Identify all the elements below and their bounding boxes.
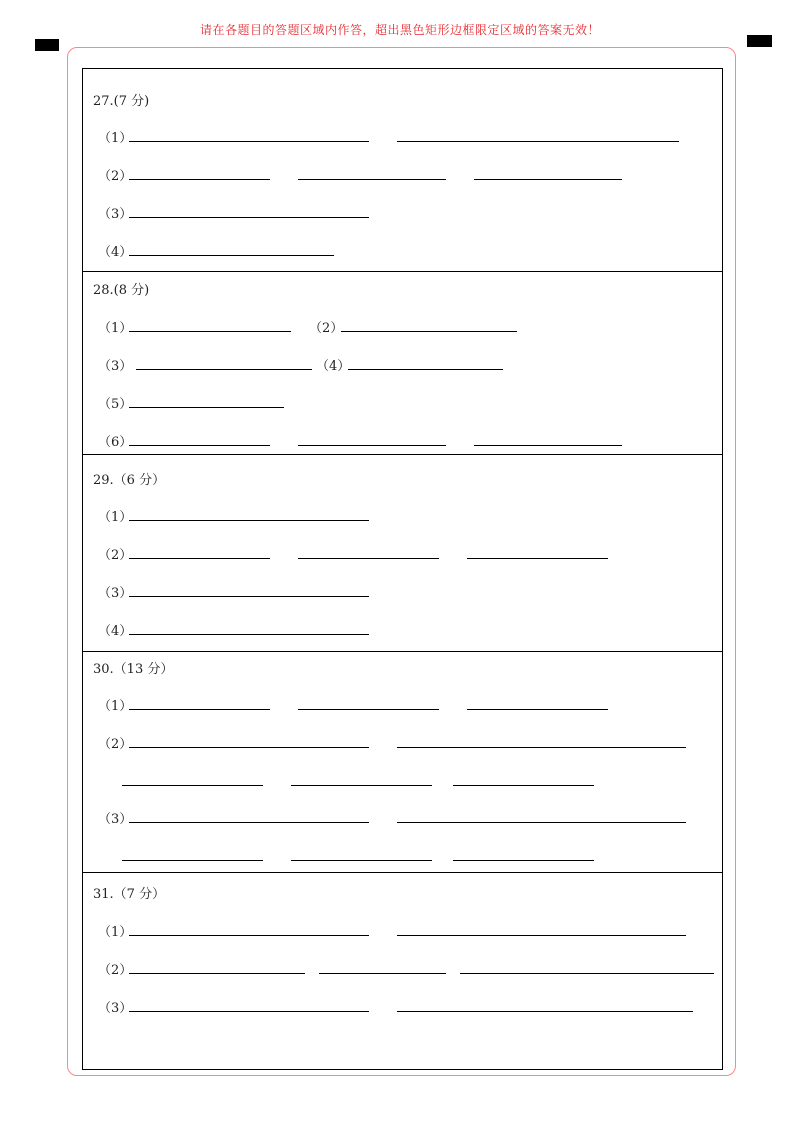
row-label: （4） [316, 359, 351, 374]
answer-blank[interactable] [291, 860, 432, 861]
question-28 [83, 271, 722, 454]
answer-blank[interactable] [129, 558, 270, 559]
answer-blank[interactable] [129, 935, 369, 936]
row-label: （3） [98, 812, 133, 827]
answer-blank[interactable] [397, 935, 686, 936]
answer-blank[interactable] [122, 785, 263, 786]
answer-blank[interactable] [397, 141, 679, 142]
question-29 [83, 454, 722, 651]
answer-blank[interactable] [291, 785, 432, 786]
row-label: （2） [98, 963, 133, 978]
answer-blank[interactable] [474, 179, 622, 180]
answer-blank[interactable] [298, 709, 439, 710]
answer-blank[interactable] [129, 217, 369, 218]
answer-blank[interactable] [129, 822, 369, 823]
answer-blank[interactable] [129, 747, 369, 748]
row-label: （3） [98, 586, 133, 601]
answer-blank[interactable] [129, 1011, 369, 1012]
answer-blank[interactable] [460, 973, 714, 974]
question-title: 27.(7 分) [93, 94, 150, 109]
answer-blank[interactable] [341, 331, 517, 332]
answer-blank[interactable] [129, 709, 270, 710]
answer-blank[interactable] [122, 860, 263, 861]
answer-sheet [82, 68, 723, 1070]
answer-blank[interactable] [467, 558, 608, 559]
answer-blank[interactable] [298, 179, 446, 180]
row-label: （4） [98, 245, 133, 260]
row-label: （5） [98, 397, 133, 412]
row-label: （1） [98, 925, 133, 940]
row-label: （3） [98, 207, 133, 222]
row-label: （4） [98, 624, 133, 639]
row-label: （3） [98, 1001, 133, 1016]
answer-blank[interactable] [136, 369, 312, 370]
question-title: 30.（13 分） [93, 662, 174, 677]
answer-blank[interactable] [474, 445, 622, 446]
answer-blank[interactable] [129, 520, 369, 521]
answer-blank[interactable] [298, 445, 446, 446]
answer-blank[interactable] [397, 822, 686, 823]
question-31 [83, 872, 722, 1069]
row-label: （2） [98, 548, 133, 563]
answer-blank[interactable] [129, 141, 369, 142]
row-label: （3） [98, 359, 133, 374]
answer-warning: 请在各题目的答题区域内作答，超出黑色矩形边框限定区域的答案无效！ [199, 23, 600, 37]
question-title: 29.（6 分） [93, 473, 166, 488]
answer-blank[interactable] [129, 634, 369, 635]
row-label: （6） [98, 435, 133, 450]
answer-blank[interactable] [129, 331, 291, 332]
row-label: （1） [98, 699, 133, 714]
answer-blank[interactable] [129, 445, 270, 446]
row-label: （1） [98, 510, 133, 525]
row-label: （2） [98, 169, 133, 184]
row-label: （2） [98, 737, 133, 752]
question-27 [83, 69, 722, 271]
row-label: （1） [98, 131, 133, 146]
row-label: （1） [98, 321, 133, 336]
question-title: 31.（7 分） [93, 887, 166, 902]
answer-blank[interactable] [453, 860, 594, 861]
answer-blank[interactable] [397, 1011, 693, 1012]
answer-blank[interactable] [397, 747, 686, 748]
answer-blank[interactable] [129, 973, 305, 974]
answer-blank[interactable] [467, 709, 608, 710]
registration-marker-left [35, 39, 59, 51]
question-30 [83, 651, 722, 872]
answer-blank[interactable] [453, 785, 594, 786]
answer-blank[interactable] [129, 179, 270, 180]
answer-blank[interactable] [129, 596, 369, 597]
answer-blank[interactable] [129, 255, 334, 256]
row-label: （2） [309, 321, 344, 336]
question-title: 28.(8 分) [93, 283, 150, 298]
answer-blank[interactable] [319, 973, 446, 974]
answer-blank[interactable] [348, 369, 503, 370]
registration-marker-right [747, 35, 772, 47]
answer-blank[interactable] [129, 407, 284, 408]
answer-blank[interactable] [298, 558, 439, 559]
